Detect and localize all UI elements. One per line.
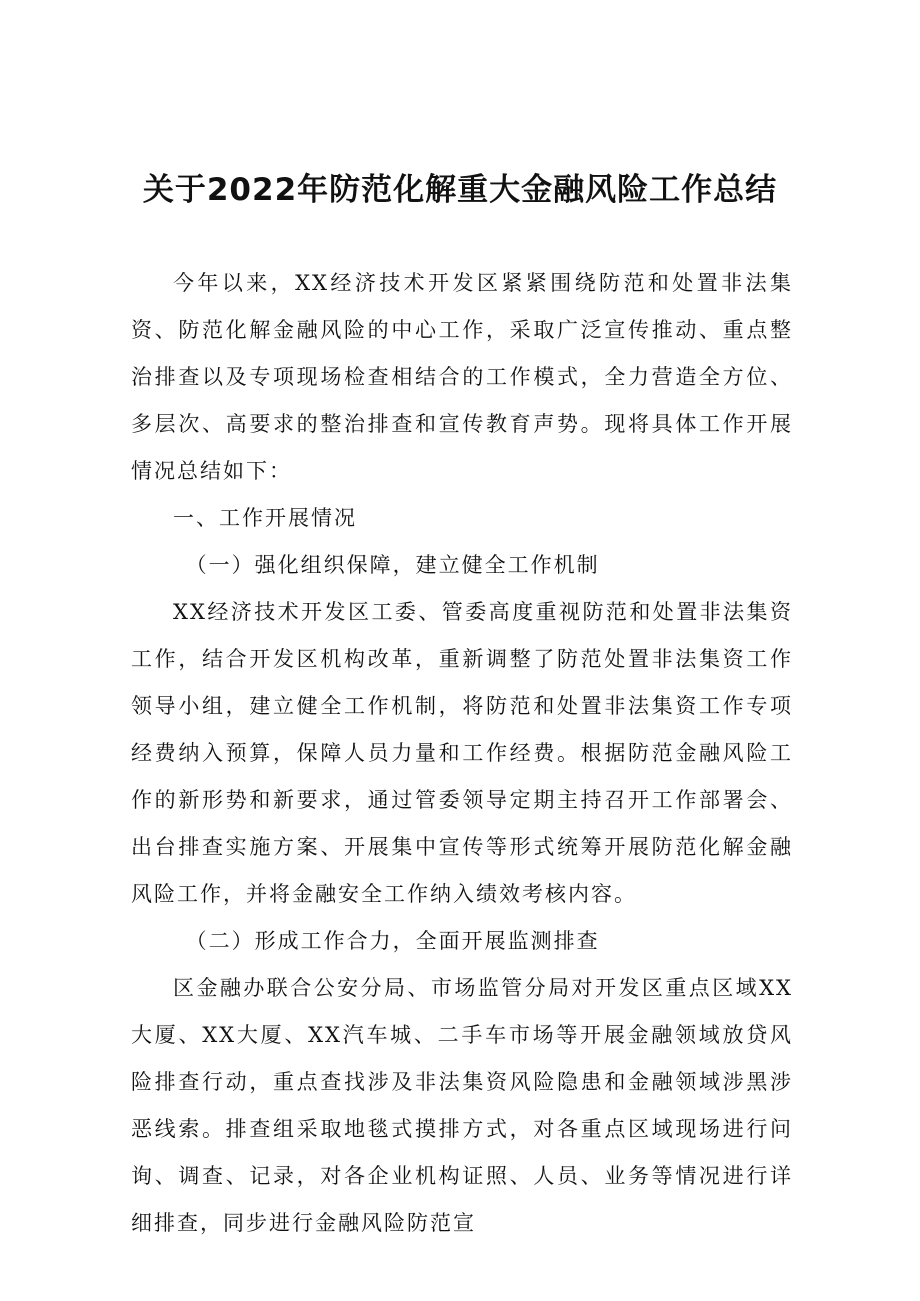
subsection-heading-1: （一）强化组织保障，建立健全工作机制 — [185, 553, 600, 577]
intro-paragraph: 今年以来，XX经济技术开发区紧紧围绕防范和处置非法集资、防范化解金融风险的中心工作，采取广泛宣传推动、重点整治排查以及专项现场检查相结合的工作模式，全力营造全方位、多层次、高要求的整治排查和宣传教育声势。现将具体工作开展情况总结如下： — [131, 271, 793, 483]
document-body — [131, 260, 793, 1247]
section-heading-1: 一、工作开展情况 — [173, 506, 357, 530]
subsection-1-paragraph: XX经济技术开发区工委、管委高度重视防范和处置非法集资工作，结合开发区机构改革，重新调整了防范处置非法集资工作领导小组，建立健全工作机制，将防范和处置非法集资工作专项经费纳入预算，保障人员力量和工作经费。根据防范金融风险工作的新形势和新要求，通过管委领导定期主持召开工作部署会、出台排查实施方案、开展集中宣传等形式统筹开展防范化解金融风险工作，并将金融安全工作纳入绩效考核内容。 — [131, 600, 793, 906]
subsection-heading-2: （二）形成工作合力，全面开展监测排查 — [185, 929, 600, 953]
subsection-2-paragraph: 区金融办联合公安分局、市场监管分局对开发区重点区域XX大厦、XX大厦、XX汽车城、二手车市场等开展金融领域放贷风险排查行动，重点查找涉及非法集资风险隐患和金融领域涉黑涉恶线索。排查组采取地毯式摸排方式，对各重点区域现场进行问询、调查、记录，对各企业机构证照、人员、业务等情况进行详细排查，同步进行金融风险防范宣 — [131, 976, 793, 1235]
document-title: 关于2022年防范化解重大金融风险工作总结 — [142, 172, 778, 208]
